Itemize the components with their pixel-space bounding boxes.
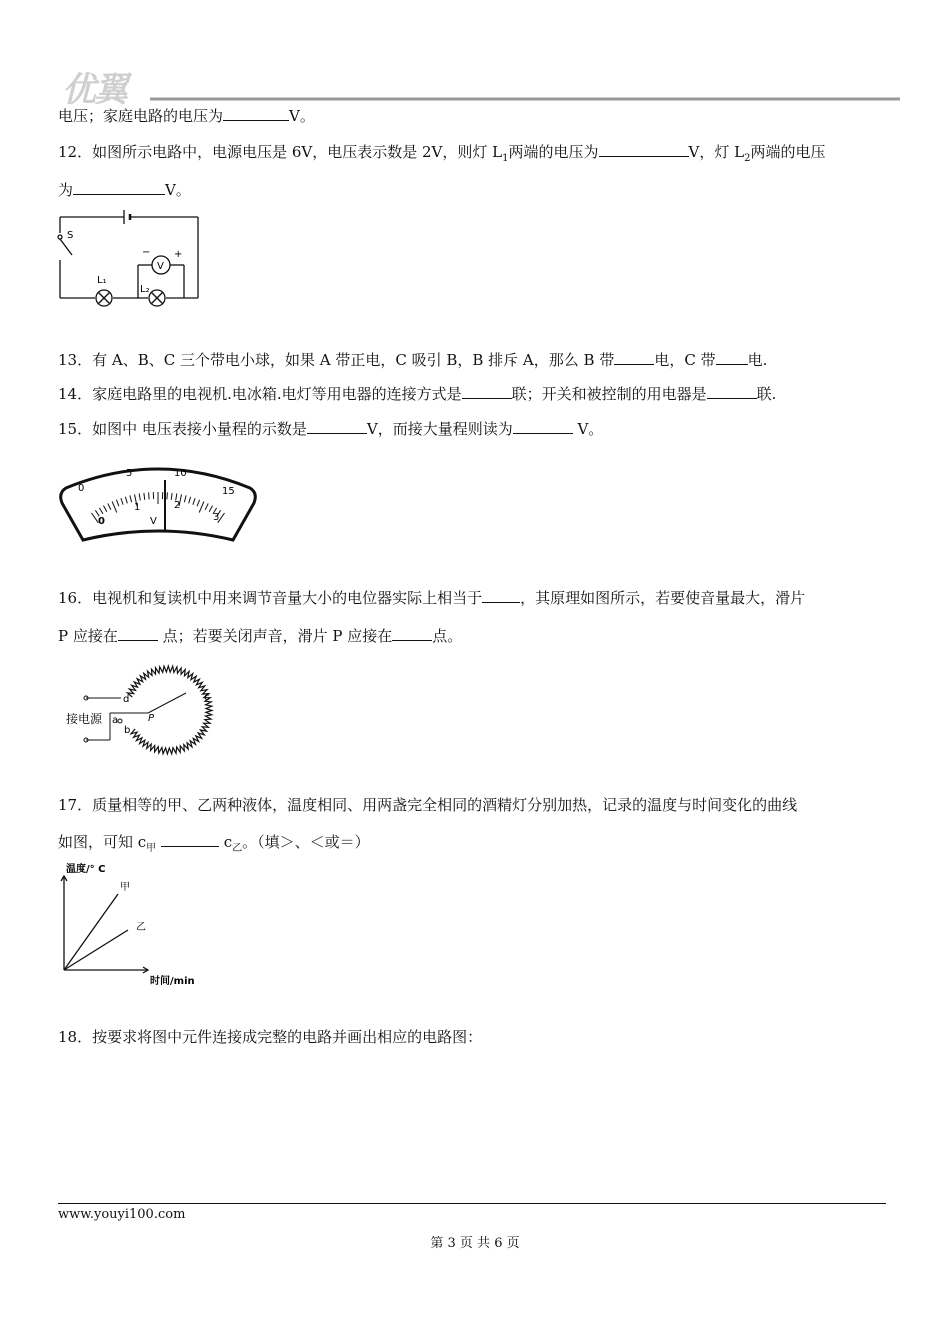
plus-sign: + — [174, 249, 183, 260]
scale-tick — [99, 508, 103, 514]
blank — [462, 384, 512, 399]
scale-tick — [125, 497, 127, 504]
lower-tick-0: 0 — [98, 516, 105, 527]
scale-tick — [104, 506, 107, 512]
power-label: 接电源 — [66, 712, 103, 726]
blank — [707, 384, 757, 399]
minus-sign: − — [142, 247, 151, 258]
scale-tick — [130, 495, 132, 502]
q12-line2: 为 V。 — [58, 181, 191, 199]
q16-line2: P 应接在 点；若要关闭声音，滑片 P 应接在 点。 — [58, 627, 463, 645]
scale-tick — [167, 492, 168, 499]
resistance-coil — [127, 666, 212, 754]
label-p: P — [148, 713, 155, 724]
label-d: d — [123, 694, 130, 705]
lower-tick-1: 1 — [134, 502, 141, 513]
upper-tick-10: 10 — [174, 468, 187, 479]
lamp1-label: L₁ — [97, 275, 107, 286]
label-b: b — [124, 725, 131, 736]
series-yi-label: 乙 — [136, 922, 146, 933]
switch-label: S — [67, 230, 74, 241]
header-rule — [60, 96, 902, 104]
blank — [307, 419, 367, 434]
q14: 14．家庭电路里的电视机.电冰箱.电灯等用电器的连接方式是 联；开关和被控制的用电器是 联. — [58, 385, 777, 403]
series-yi-line — [64, 930, 128, 970]
upper-tick-5: 5 — [126, 468, 133, 479]
label-a: a — [112, 715, 119, 726]
lamp2-label: L₂ — [140, 284, 150, 295]
footer-rule — [58, 1203, 886, 1204]
upper-tick-0: 0 — [78, 483, 85, 494]
blank — [716, 350, 748, 365]
scale-tick — [197, 500, 200, 507]
scale-tick — [184, 495, 186, 502]
scale-tick — [108, 503, 111, 509]
page-number: 第 3 页 共 6 页 — [430, 1236, 520, 1251]
upper-tick-15: 15 — [222, 486, 235, 497]
blank — [513, 419, 573, 434]
x-axis-label: 时间/min — [150, 976, 195, 987]
y-axis-label: 温度/° C — [66, 864, 106, 875]
blank — [223, 106, 289, 121]
q16-potentiometer-figure — [58, 655, 218, 760]
footer-url: www.youyi100.com — [58, 1207, 186, 1222]
q16-line1: 16．电视机和复读机中用来调节音量大小的电位器实际上相当于 ，其原理如图所示，若要使音量最大，滑片 — [58, 589, 806, 607]
q12-line1: 12．如图所示电路中，电源电压是 6V，电压表示数是 2V，则灯 $L_1$两端的电压为 V，灯 $L_2$两端的电压 — [58, 143, 826, 164]
scale-tick — [139, 494, 140, 501]
scale-tick — [205, 503, 208, 509]
blank — [614, 350, 654, 365]
q17-line2: 如图，可知 $c_甲$ $c_乙$。（填＞、＜或＝） — [58, 833, 370, 854]
voltmeter-label: V — [157, 261, 164, 272]
scale-tick — [116, 500, 119, 507]
q17-line1: 17．质量相等的甲、乙两种液体，温度相同、用两盏完全相同的酒精灯分别加热，记录的温度与时间变化的曲线 — [58, 796, 798, 814]
scale-tick — [199, 502, 204, 513]
scale-tick — [193, 498, 195, 505]
blank — [161, 832, 219, 847]
q15-voltmeter-figure — [58, 458, 258, 548]
scale-tick — [121, 498, 123, 505]
series-jia-line — [64, 894, 118, 970]
blank — [599, 142, 689, 157]
blank — [392, 626, 432, 641]
q12-circuit-figure — [52, 205, 207, 310]
logo-text: 优翼 — [62, 70, 126, 110]
series-jia-label: 甲 — [120, 882, 130, 893]
scale-tick — [209, 506, 212, 512]
q11-tail: 电压；家庭电路的电压为 V。 — [58, 107, 315, 125]
scale-tick — [112, 502, 117, 513]
blank — [73, 180, 165, 195]
unit-label: V — [150, 516, 157, 527]
label-c: c — [204, 692, 210, 703]
blank — [482, 588, 520, 603]
scale-tick — [189, 497, 191, 504]
q15: 15．如图中 电压表接小量程的示数是 V，而接大量程则读为 V。 — [58, 420, 604, 438]
lower-tick-2: 2 — [174, 500, 181, 511]
q17-graph-figure — [58, 858, 208, 990]
q13: 13．有 A、B、C 三个带电小球，如果 A 带正电，C 吸引 B，B 排斥 A，那么 B 带 电，C 带 电. — [58, 351, 768, 369]
scale-tick — [171, 493, 172, 500]
scale-tick — [144, 493, 145, 500]
q18: 18．按要求将图中元件连接成完整的电路并画出相应的电路图： — [58, 1028, 483, 1046]
lower-tick-3: 3 — [213, 512, 220, 523]
scale-tick — [149, 492, 150, 499]
blank — [118, 626, 158, 641]
